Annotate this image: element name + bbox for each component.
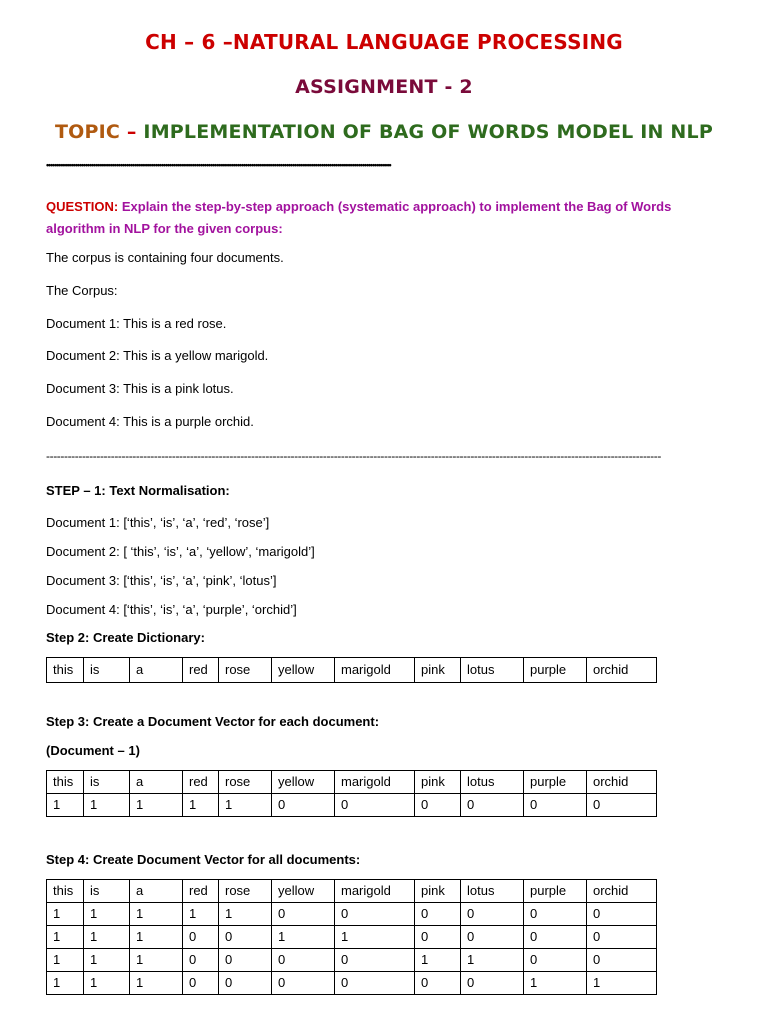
value-cell: 1: [183, 794, 219, 817]
value-cell: 0: [524, 903, 587, 926]
value-cell: 1: [461, 949, 524, 972]
value-cell: 0: [524, 794, 587, 817]
document1-vector-table: [46, 770, 657, 817]
value-cell: 0: [524, 949, 587, 972]
dict-cell: marigold: [335, 658, 415, 683]
value-cell: 1: [130, 903, 183, 926]
value-cell: 1: [219, 903, 272, 926]
assignment-heading: ASSIGNMENT - 2: [295, 76, 473, 98]
value-cell: 1: [84, 794, 130, 817]
step1-line-3: Document 3: [‘this’, ‘is’, ‘a’, ‘pink’, ‘lotus’]: [46, 573, 277, 588]
value-cell: 1: [84, 903, 130, 926]
dict-cell: yellow: [272, 658, 335, 683]
header-cell: marigold: [335, 771, 415, 794]
value-cell: 1: [47, 926, 84, 949]
corpus-document-1: Document 1: This is a red rose.: [46, 316, 227, 331]
value-cell: 0: [587, 926, 657, 949]
header-cell: a: [130, 771, 183, 794]
step1-line-2: Document 2: [ ‘this’, ‘is’, ‘a’, ‘yellow’, ‘marigold’]: [46, 544, 315, 559]
dict-cell: rose: [219, 658, 272, 683]
step1-line-4: Document 4: [‘this’, ‘is’, ‘a’, ‘purple’, ‘orchid’]: [46, 602, 297, 617]
corpus-document-2: Document 2: This is a yellow marigold.: [46, 348, 269, 363]
value-cell: 0: [415, 926, 461, 949]
header-cell: a: [130, 880, 183, 903]
value-cell: 1: [47, 794, 84, 817]
header-cell: red: [183, 880, 219, 903]
value-cell: 1: [272, 926, 335, 949]
value-cell: 1: [47, 903, 84, 926]
value-cell: 0: [335, 794, 415, 817]
value-cell: 0: [272, 903, 335, 926]
header-cell: is: [84, 880, 130, 903]
topic-dash: –: [120, 121, 144, 143]
question-label: QUESTION:: [46, 199, 119, 214]
dict-cell: this: [47, 658, 84, 683]
value-cell: 0: [587, 949, 657, 972]
value-cell: 0: [272, 794, 335, 817]
step3-subtitle: (Document – 1): [46, 743, 140, 758]
header-cell: red: [183, 771, 219, 794]
table-row: [47, 926, 657, 949]
header-cell: orchid: [587, 771, 657, 794]
topic-label: TOPIC: [55, 121, 121, 143]
value-cell: 0: [587, 794, 657, 817]
corpus-intro: The corpus is containing four documents.: [46, 250, 284, 265]
dict-cell: is: [84, 658, 130, 683]
topic-heading: [0, 121, 768, 143]
value-cell: 0: [272, 949, 335, 972]
value-cell: 0: [183, 949, 219, 972]
step1-line-1: Document 1: [‘this’, ‘is’, ‘a’, ‘red’, ‘rose’]: [46, 515, 270, 530]
value-cell: 0: [461, 794, 524, 817]
value-cell: 1: [130, 972, 183, 995]
dictionary-row: [47, 658, 657, 683]
header-cell: pink: [415, 880, 461, 903]
header-cell: purple: [524, 880, 587, 903]
header-cell: lotus: [461, 771, 524, 794]
dict-cell: pink: [415, 658, 461, 683]
dotted-separator: ••••••••••••••••••••••••••••••••••••••••••••••••••••••••••••••••••••••••••••••••••••••••••••••••••••••••••••••••••••••••••••••••••••••••••••••••••••••••••••••••••••••••: [46, 160, 391, 170]
dictionary-table: [46, 657, 657, 683]
value-cell: 0: [524, 926, 587, 949]
header-cell: marigold: [335, 880, 415, 903]
value-cell: 0: [415, 903, 461, 926]
question-text: Explain the step-by-step approach (systematic approach) to implement the Bag of Words algorithm in NLP for the given corpus:: [46, 199, 672, 236]
header-cell: rose: [219, 771, 272, 794]
value-cell: 0: [272, 972, 335, 995]
table-row: [47, 794, 657, 817]
chapter-heading: CH – 6 –NATURAL LANGUAGE PROCESSING: [145, 30, 623, 54]
value-cell: 1: [335, 926, 415, 949]
table-header-row: [47, 880, 657, 903]
step1-title: STEP – 1: Text Normalisation:: [46, 483, 230, 498]
value-cell: 1: [47, 972, 84, 995]
corpus-document-4: Document 4: This is a purple orchid.: [46, 414, 254, 429]
value-cell: 0: [219, 949, 272, 972]
header-cell: pink: [415, 771, 461, 794]
value-cell: 1: [130, 794, 183, 817]
table-header-row: [47, 771, 657, 794]
header-cell: rose: [219, 880, 272, 903]
value-cell: 1: [183, 903, 219, 926]
value-cell: 0: [183, 972, 219, 995]
corpus-title: The Corpus:: [46, 283, 118, 298]
step2-title: Step 2: Create Dictionary:: [46, 630, 205, 645]
value-cell: 0: [335, 903, 415, 926]
step3-title: Step 3: Create a Document Vector for each document:: [46, 714, 380, 729]
value-cell: 0: [461, 972, 524, 995]
value-cell: 1: [84, 949, 130, 972]
header-cell: orchid: [587, 880, 657, 903]
value-cell: 0: [587, 903, 657, 926]
value-cell: 1: [415, 949, 461, 972]
header-cell: lotus: [461, 880, 524, 903]
corpus-document-3: Document 3: This is a pink lotus.: [46, 381, 234, 396]
dict-cell: orchid: [587, 658, 657, 683]
value-cell: 0: [335, 972, 415, 995]
value-cell: 1: [130, 949, 183, 972]
step4-title: Step 4: Create Document Vector for all documents:: [46, 852, 361, 867]
value-cell: 1: [84, 926, 130, 949]
value-cell: 1: [130, 926, 183, 949]
value-cell: 0: [335, 949, 415, 972]
header-cell: yellow: [272, 771, 335, 794]
value-cell: 0: [461, 926, 524, 949]
dict-cell: purple: [524, 658, 587, 683]
value-cell: 1: [219, 794, 272, 817]
value-cell: 1: [524, 972, 587, 995]
header-cell: this: [47, 771, 84, 794]
header-cell: yellow: [272, 880, 335, 903]
value-cell: 0: [415, 972, 461, 995]
header-cell: is: [84, 771, 130, 794]
value-cell: 1: [587, 972, 657, 995]
value-cell: 0: [219, 926, 272, 949]
dict-cell: lotus: [461, 658, 524, 683]
value-cell: 0: [183, 926, 219, 949]
table-row: [47, 949, 657, 972]
value-cell: 1: [84, 972, 130, 995]
question-paragraph: [46, 196, 706, 240]
value-cell: 1: [47, 949, 84, 972]
value-cell: 0: [415, 794, 461, 817]
dict-cell: a: [130, 658, 183, 683]
header-cell: purple: [524, 771, 587, 794]
dashed-separator: ---------------------------------------------------------------------------------------------------------------------------------------------------------------------------: [46, 449, 661, 463]
table-row: [47, 972, 657, 995]
dict-cell: red: [183, 658, 219, 683]
value-cell: 0: [219, 972, 272, 995]
topic-text: IMPLEMENTATION OF BAG OF WORDS MODEL IN NLP: [143, 121, 713, 143]
table-row: [47, 903, 657, 926]
header-cell: this: [47, 880, 84, 903]
value-cell: 0: [461, 903, 524, 926]
all-documents-vector-table: [46, 879, 657, 995]
